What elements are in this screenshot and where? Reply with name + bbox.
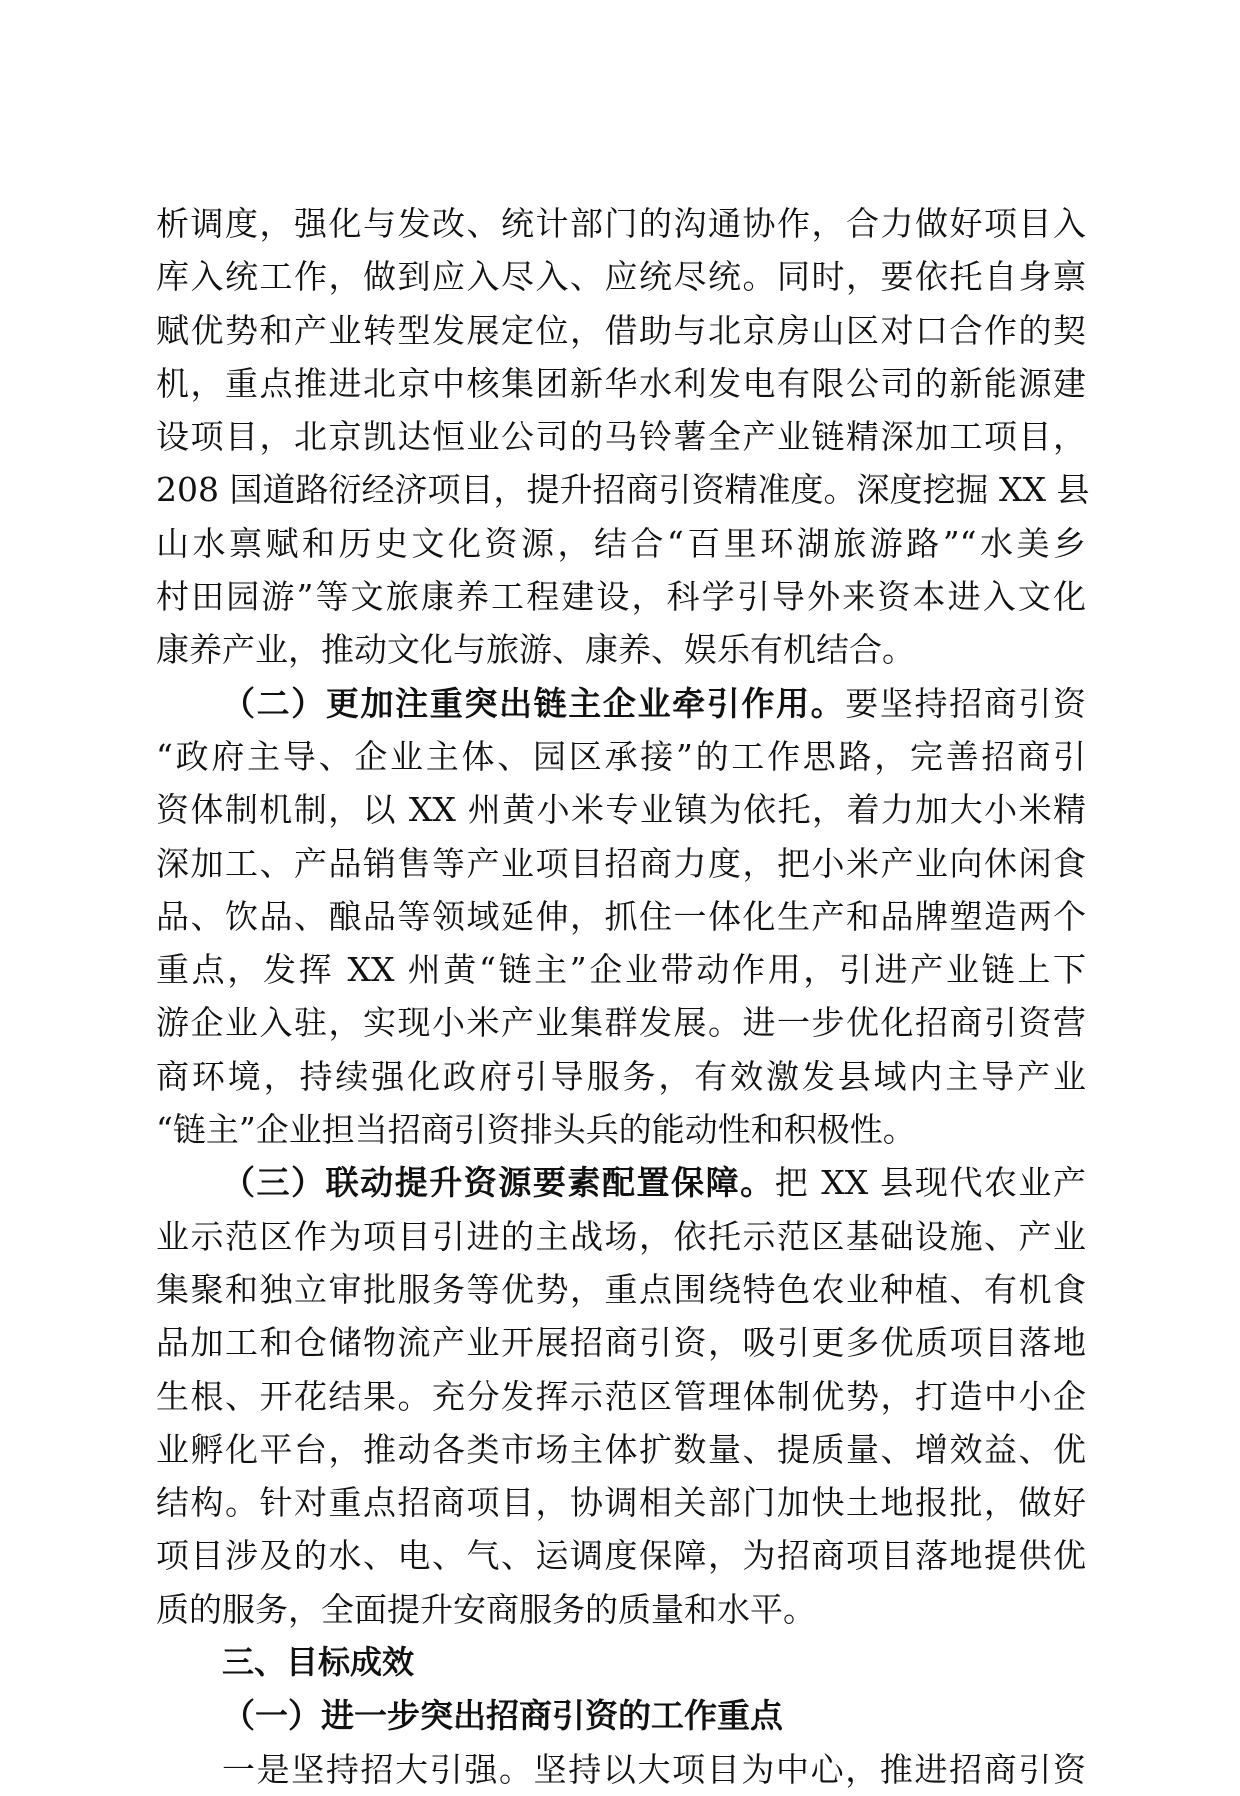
body-text-line: 库入统工作，做到应入尽入、应统尽统。同时，要依托自身禀 <box>156 257 1086 297</box>
body-text-line: 项目涉及的水、电、气、运调度保障，为招商项目落地提供优 <box>156 1536 1086 1576</box>
body-text-line: 深加工、产品销售等产业项目招商力度，把小米产业向休闲食 <box>156 843 1086 883</box>
body-text-line: 重点，发挥 XX 州黄“链主”企业带动作用，引进产业链上下 <box>156 950 1086 990</box>
body-text-line: 品加工和仓储物流产业开展招商引资，吸引更多优质项目落地 <box>156 1323 1086 1363</box>
subsection-heading: （一）进一步突出招商引资的工作重点 <box>222 1696 783 1736</box>
section-heading: 三、目标成效 <box>222 1643 415 1682</box>
document-body <box>156 197 1090 1796</box>
body-text-line: 村田园游”等文旅康养工程建设，科学引导外来资本进入文化 <box>156 577 1086 617</box>
body-text-line: 赋优势和产业转型发展定位，借助与北京房山区对口合作的契 <box>156 310 1086 350</box>
body-text-line: 品、饮品、酿品等领域延伸，抓住一体化生产和品牌塑造两个 <box>156 896 1086 936</box>
body-text-line: 生根、开花结果。充分发挥示范区管理体制优势，打造中小企 <box>156 1376 1086 1416</box>
body-text-line: “链主”企业担当招商引资排头兵的能动性和积极性。 <box>156 1110 916 1150</box>
paragraph-lead-heading: （三）联动提升资源要素配置保障。 <box>222 1163 775 1203</box>
paragraph-first-line <box>156 677 1086 730</box>
body-text-line: “政府主导、企业主体、园区承接”的工作思路，完善招商引 <box>156 736 1086 776</box>
paragraph-first-line: 一是坚持招大引强。坚持以大项目为中心，推进招商引资 <box>222 1749 1086 1789</box>
body-text-line: 商环境，持续强化政府引导服务，有效激发县域内主导产业 <box>156 1056 1086 1096</box>
body-text-line: 结构。针对重点招商项目，协调相关部门加快土地报批，做好 <box>156 1483 1086 1523</box>
paragraph-first-line <box>156 1156 1086 1209</box>
body-text-line: 康养产业，推动文化与旅游、康养、娱乐有机结合。 <box>156 630 915 670</box>
body-text-line: 资体制机制，以 XX 州黄小米专业镇为依托，着力加大小米精 <box>156 790 1086 830</box>
body-text-line: 208 国道路衍经济项目，提升招商引资精准度。深度挖掘 XX 县 <box>156 470 1090 510</box>
body-text-line: 集聚和独立审批服务等优势，重点围绕特色农业种植、有机食 <box>156 1269 1086 1309</box>
paragraph-lead-heading: （二）更加注重突出链主企业牵引作用。 <box>222 683 846 723</box>
body-text-line: 山水禀赋和历史文化资源，结合“百里环湖旅游路”“水美乡 <box>156 523 1086 563</box>
body-text-line: 设项目，北京凯达恒业公司的马铃薯全产业链精深加工项目， <box>156 417 1086 457</box>
paragraph-lead-rest: 把 XX 县现代农业产 <box>774 1163 1086 1203</box>
body-text-line: 业孵化平台，推动各类市场主体扩数量、提质量、增效益、优 <box>156 1429 1086 1469</box>
body-text-line: 析调度，强化与发改、统计部门的沟通协作，合力做好项目入 <box>156 204 1086 243</box>
body-text-line: 机，重点推进北京中核集团新华水利发电有限公司的新能源建 <box>156 363 1086 403</box>
body-text-line: 业示范区作为项目引进的主战场，依托示范区基础设施、产业 <box>156 1216 1086 1256</box>
body-text-line: 游企业入驻，实现小米产业集群发展。进一步优化招商引资营 <box>156 1003 1086 1043</box>
body-text-line: 质的服务，全面提升安商服务的质量和水平。 <box>156 1589 816 1629</box>
paragraph-lead-rest: 要坚持招商引资 <box>845 683 1086 723</box>
